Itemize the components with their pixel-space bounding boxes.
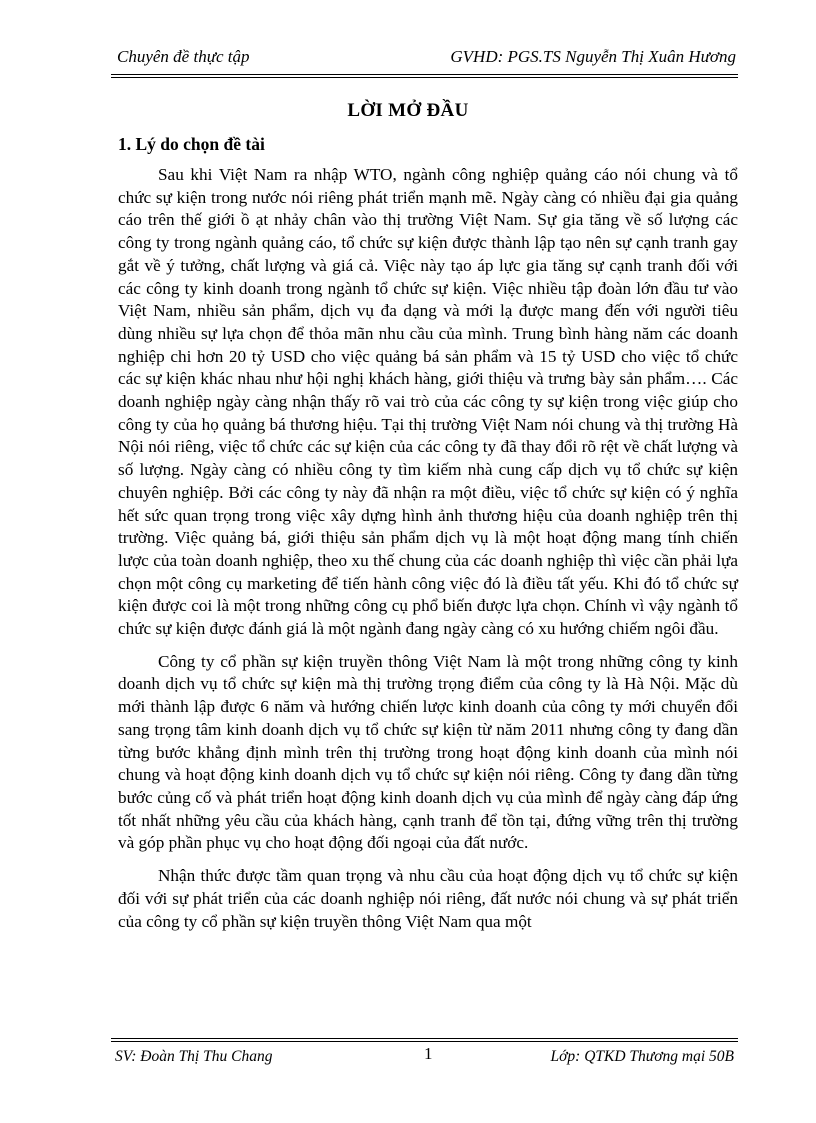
header-left-text: Chuyên đề thực tập	[117, 47, 250, 66]
page-number: 1	[424, 1044, 433, 1063]
page-header	[111, 44, 738, 78]
paragraph-1: Sau khi Việt Nam ra nhập WTO, ngành công nghiệp quảng cáo nói chung và tổ chức sự kiện trong nước nói riêng phát triển mạnh mẽ. Ngày càng có nhiều đại gia quảng cáo trên thế giới ồ ạt nhảy chân vào thị trường Việt Nam. Sự gia tăng về số lượng các công ty trong ngành quảng cáo, tổ chức sự kiện được thành lập tạo nên sự cạnh tranh gay gắt về ý tưởng, chất lượng và giá cả. Việc này tạo áp lực gia tăng sự cạnh tranh đối với các công ty kinh doanh trong ngành tổ chức sự kiện. Việc nhiều tập đoàn lớn đầu tư vào Việt Nam, nhiều sản phẩm, dịch vụ đa dạng và mới lạ được mang đến với người tiêu dùng nhiều sự lựa chọn để thỏa mãn nhu cầu của mình. Trung bình hàng năm các doanh nghiệp chi hơn 20 tỷ USD cho việc quảng bá sản phẩm và 15 tỷ USD cho việc tổ chức các sự kiện khác nhau như hội nghị khách hàng, giới thiệu và trưng bày sản phẩm…. Các doanh nghiệp ngày càng nhận thấy rõ vai trò của các công ty sự kiện trong việc giúp cho công ty của họ quảng bá thương hiệu. Tại thị trường Việt Nam nói chung và thị trường Hà Nội nói riêng, việc tổ chức các sự kiện của các công ty đã thay đổi rõ rệt về chất lượng và số lượng. Ngày càng có nhiều công ty tìm kiếm nhà cung cấp dịch vụ tổ chức sự kiện chuyên nghiệp. Bởi các công ty này đã nhận ra một điều, việc tổ chức sự kiện có ý nghĩa hết sức quan trọng trong việc xây dựng hình ảnh thương hiệu của doanh nghiệp trên thị trường. Việc quảng bá, giới thiệu sản phẩm dịch vụ là một hoạt động mang tính chiến lược của toàn doanh nghiệp, theo xu thế chung của các doanh nghiệp thì việc cần phải lựa chọn một công cụ marketing để tiến hành công việc đó là điều tất yếu. Khi đó tổ chức sự kiện được coi là một trong những công cụ phổ biến được lựa chọn. Chính vì vậy ngành tổ chức sự kiện được đánh giá là một ngành đang ngày càng có xu hướng chiếm ngôi đầu.	[118, 165, 738, 639]
page-title: LỜI MỞ ĐẦU	[347, 100, 469, 121]
body-text	[118, 164, 738, 943]
footer-left-text: SV: Đoàn Thị Thu Chang	[115, 1048, 273, 1065]
paragraph-3: Nhận thức được tầm quan trọng và nhu cầu của hoạt động dịch vụ tổ chức sự kiện đối với sự phát triển của các doanh nghiệp nói riêng, đất nước nói chung và sự phát triển của công ty cổ phần sự kiện truyền thông Việt Nam qua một	[118, 866, 738, 931]
header-right-text: GVHD: PGS.TS Nguyễn Thị Xuân Hương	[450, 47, 736, 66]
section-heading: 1. Lý do chọn đề tài	[118, 134, 265, 154]
footer-right-text: Lớp: QTKD Thương mại 50B	[550, 1048, 734, 1065]
page-footer	[111, 1038, 738, 1072]
paragraph-2: Công ty cổ phần sự kiện truyền thông Việt Nam là một trong những công ty kinh doanh dịch vụ tổ chức sự kiện mà thị trường trọng điểm của công ty là Hà Nội. Mặc dù mới thành lập được 6 năm và hướng chiến lược kinh doanh của công ty mới chuyển đổi sang trọng tâm kinh doanh dịch vụ tổ chức sự kiện từ năm 2011 nhưng công ty đang dần từng bước khẳng định mình trên thị trường trong hoạt động kinh doanh của mình nói chung và hoạt động kinh doanh dịch vụ tổ chức sự kiện nói riêng. Công ty đang dần từng bước củng cố và phát triển hoạt động kinh doanh dịch vụ của mình để ngày càng đáp ứng tốt nhất những yêu cầu của khách hàng, cạnh tranh để tồn tại, đứng vững trên thị trường và góp phần phục vụ cho hoạt động đối ngoại của đất nước.	[118, 651, 738, 853]
